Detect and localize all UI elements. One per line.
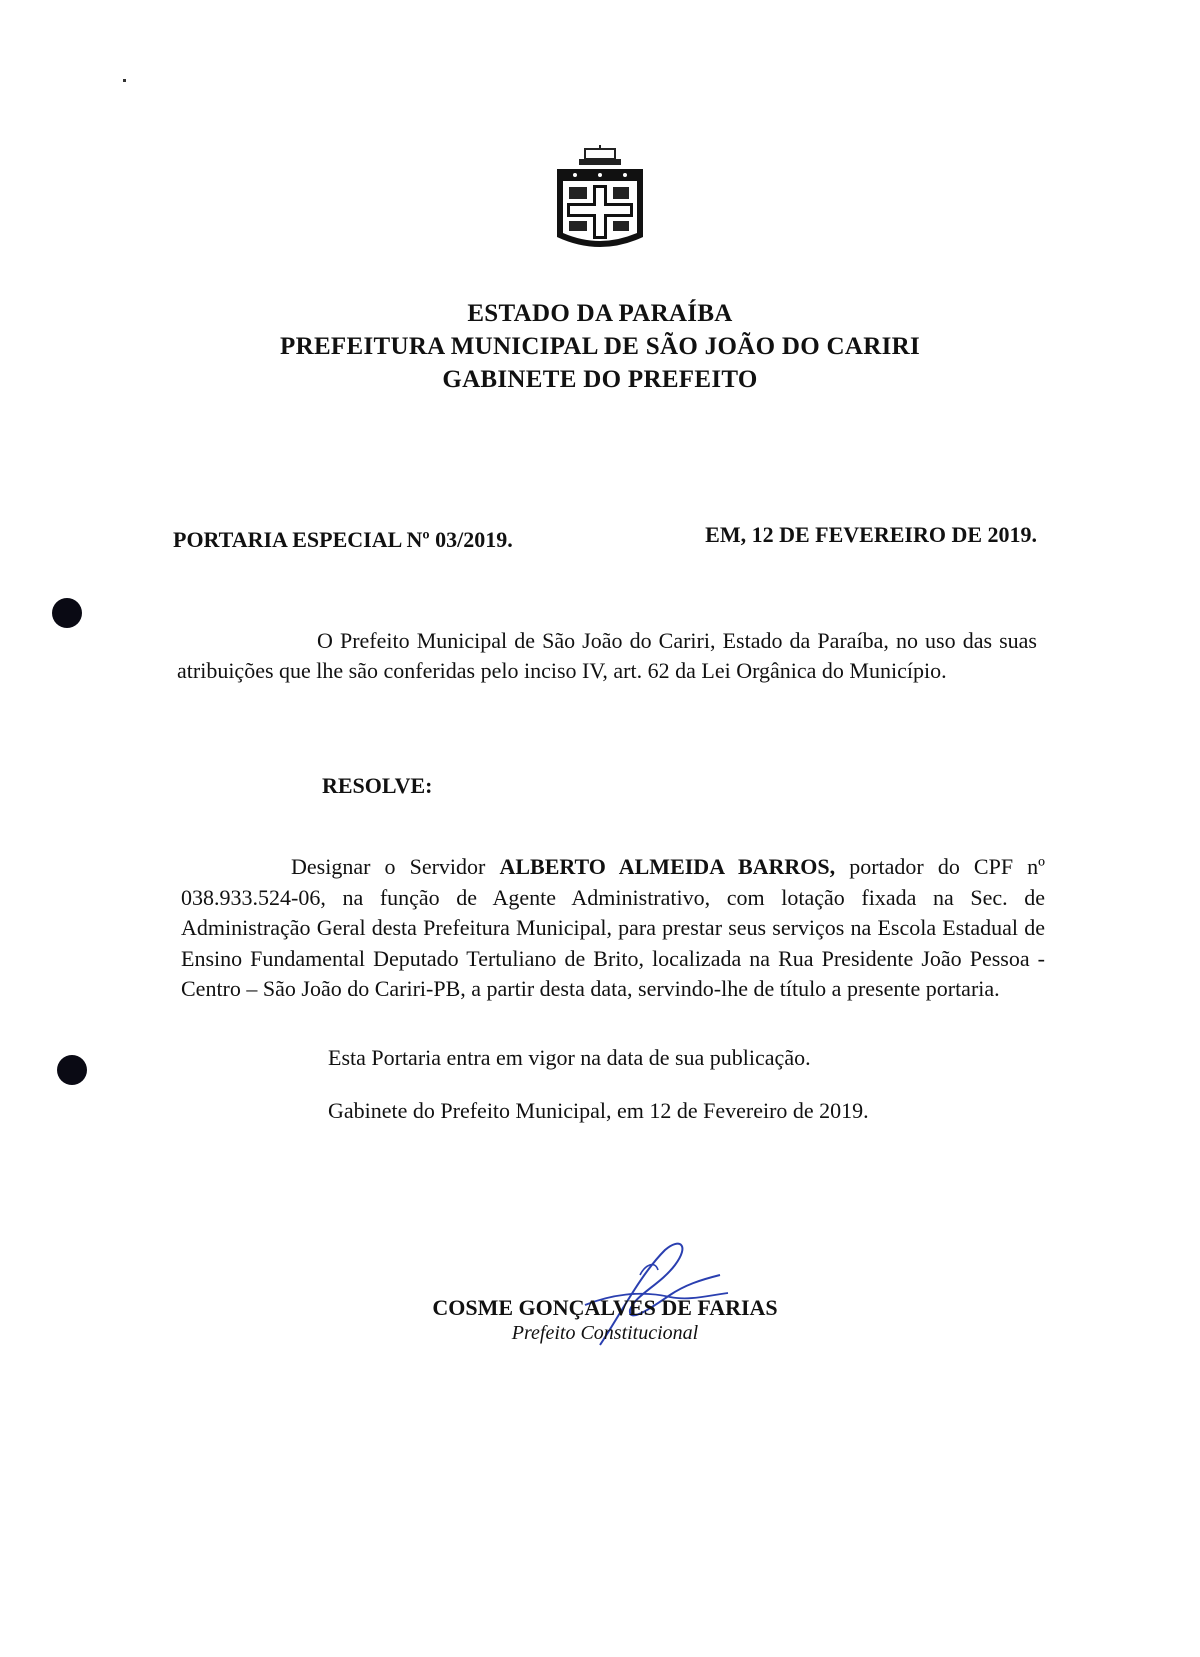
punch-hole (57, 1055, 87, 1085)
closing-paragraph: Gabinete do Prefeito Municipal, em 12 de Fevereiro de 2019. (328, 1098, 869, 1123)
portaria-number: PORTARIA ESPECIAL Nº 03/2019. (173, 527, 513, 552)
signer-name: COSME GONÇALVES DE FARIAS (432, 1295, 778, 1320)
scan-speck (123, 79, 126, 82)
designation-start: Designar o Servidor (291, 854, 500, 879)
punch-hole (52, 598, 82, 628)
header-municipality: PREFEITURA MUNICIPAL DE SÃO JOÃO DO CARIRI (280, 333, 920, 360)
designation-rest: portador do CPF nº 038.933.524-06, na função de Agente Administrativo, com lotação fixada na Sec. de Administração Geral desta Prefeitura Municipal, para prestar seus serviços na Escola Estadual de Ensino Fundamental Deputado Tertuliano de Brito, localizada na Rua Presidente João Pessoa - Centro – São João do Cariri-PB, a partir desta data, servindo-lhe de título a presente portaria. (181, 854, 1045, 1001)
resolve-heading: RESOLVE: (322, 773, 433, 798)
preamble-paragraph: O Prefeito Municipal de São João do Cariri, Estado da Paraíba, no uso das suas atribuições que lhe são conferidas pelo inciso IV, art. 62 da Lei Orgânica do Município. (177, 628, 1037, 683)
vigor-paragraph: Esta Portaria entra em vigor na data de sua publicação. (328, 1045, 811, 1070)
designation-paragraph (181, 852, 1045, 1005)
portaria-date: EM, 12 DE FEVEREIRO DE 2019. (705, 522, 1037, 547)
header-office: GABINETE DO PREFEITO (442, 366, 758, 393)
header-state: ESTADO DA PARAÍBA (467, 300, 733, 327)
signer-role: Prefeito Constitucional (511, 1322, 699, 1344)
servant-name: ALBERTO ALMEIDA BARROS, (499, 854, 836, 879)
municipal-crest-icon (555, 145, 645, 257)
